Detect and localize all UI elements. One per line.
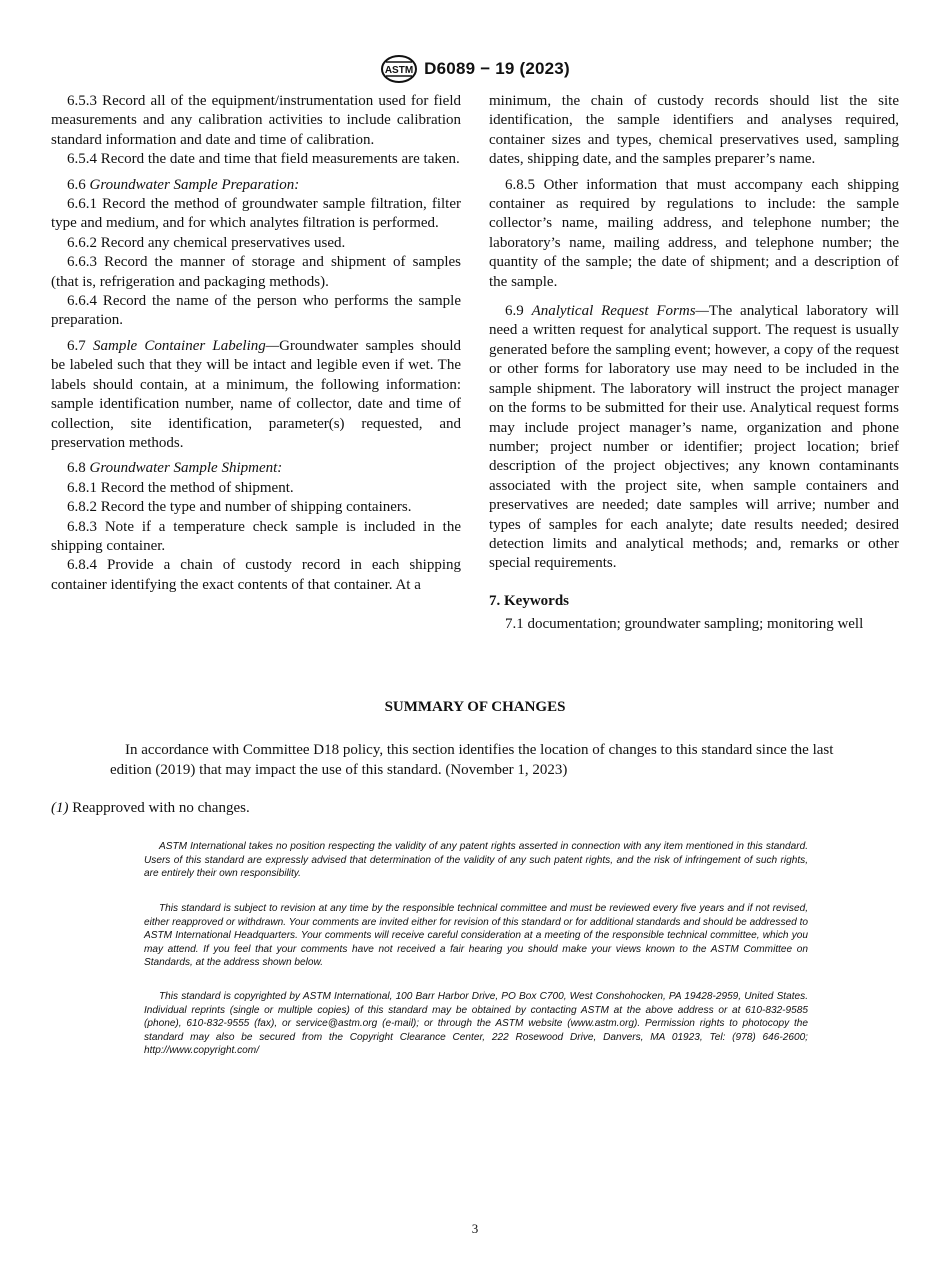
section-6-8-1: 6.8.1 Record the method of shipment. (67, 479, 294, 496)
keywords-heading: 7. Keywords (489, 592, 569, 609)
section-6-8-4-continued: minimum, the chain of custody records should list the site identification, the sample identifiers and analyses required, container sizes and types, chemical preservatives used, sampling dates, shipping date, and the samples preparer’s name. (489, 93, 899, 168)
section-6-6: 6.6 Groundwater Sample Preparation: (67, 176, 300, 193)
section-6-8-2: 6.8.2 Record the type and number of shipping containers. (67, 499, 412, 516)
change-item: (1) Reapproved with no changes. (51, 800, 250, 816)
revision-notice: This standard is subject to revision at any time by the responsible technical committee and must be reviewed every five years and if not revised, either reapproved or withdrawn. Your comments are invited either for revision of this standard or for additional standards and should be addressed to ASTM International Headquarters. Your comments will receive careful consideration at a meeting of the responsible technical committee, which you may attend. If you feel that your comments have not received a fair hearing you should make your views known to the ASTM Committee on Standards, at the address shown below. (144, 903, 808, 969)
section-6-6-3: 6.6.3 Record the manner of storage and shipment of samples (that is, refrigeration and packaging methods). (51, 254, 462, 290)
summary-of-changes-title: SUMMARY OF CHANGES (384, 699, 566, 715)
section-6-9: 6.9 Analytical Request Forms—The analytical laboratory will need a written request for analytical support. The request is usually generated before the sampling event; however, a copy of the request or other forms for laboratory use may need to be included in the sample shipment. The laboratory will instruct the project manager on the forms to be submitted for their use. Analytical request forms may include project manager’s name, organization and phone number; project number or identifier; project location; brief description of the project objectives; any known contaminants associated with the project site, when sample containers and preservatives are needed; date samples will arrive; number and types of samples for each analyte; date results needed; desired detection limits and analytical methods; and, remarks or other special requirements. (489, 303, 900, 572)
copyright-notice: This standard is copyrighted by ASTM International, 100 Barr Harbor Drive, PO Box C700, West Conshohocken, PA 19428-2959, United States. Individual reprints (single or multiple copies) of this standard may be obtained by contacting ASTM at the above address or at 610-832-9585 (phone), 610-832-9555 (fax), or service@astm.org (e-mail); or through the ASTM website (www.astm.org). Permission rights to photocopy the standard may also be secured from the Copyright Clearance Center, 222 Rosewood Drive, Danvers, MA 01923, Tel: (978) 646-2600; http://www.copyright.com/ (144, 991, 808, 1057)
section-6-8: 6.8 Groundwater Sample Shipment: (67, 460, 283, 477)
section-6-7: 6.7 Sample Container Labeling—Groundwater samples should be labeled such that they will be intact and legible even if wet. The labels should contain, at a minimum, the following information: sample identification number, name of collector, date and time of collection, site identification, parameter(s) requested, and preservation methods. (51, 337, 462, 451)
patent-notice: ASTM International takes no position respecting the validity of any patent rights asserted in connection with any item mentioned in this standard. Users of this standard are expressly advised that determination of the validity of any such patent rights, and the risk of infringement of such rights, are entirely their own responsibility. (144, 841, 808, 880)
section-6-8-3: 6.8.3 Note if a temperature check sample is included in the shipping container. (51, 518, 461, 554)
summary-of-changes-text: In accordance with Committee D18 policy, this section identifies the location of changes to this standard since the last edition (2019) that may impact the use of this standard. (November 1, 2023) (110, 742, 834, 778)
svg-text:ASTM: ASTM (385, 65, 414, 76)
section-6-5-3: 6.5.3 Record all of the equipment/instrumentation used for field measurements and any calibration activities to include calibration standard information and date and time of calibration. (51, 93, 461, 148)
section-6-8-4: 6.8.4 Provide a chain of custody record in each shipping container identifying the exact contents of that container. At a (51, 557, 461, 593)
section-6-6-2: 6.6.2 Record any chemical preservatives used. (67, 234, 346, 251)
section-6-8-5: 6.8.5 Other information that must accompany each shipping container as required by regulations to include: the sample collector’s name, mailing address, and telephone number; the laboratory’s name, mailing address, and telephone number; the quantity of the sample; the date of shipment; and a description of the sample. (489, 176, 899, 290)
section-6-6-4: 6.6.4 Record the name of the person who performs the sample preparation. (51, 293, 461, 329)
page-header (0, 52, 950, 86)
standard-designation: D6089 − 19 (2023) (424, 59, 570, 78)
section-7-1: 7.1 documentation; groundwater sampling; monitoring well (505, 616, 864, 633)
astm-logo-icon (380, 54, 418, 84)
section-6-5-4: 6.5.4 Record the date and time that field measurements are taken. (67, 151, 460, 168)
section-6-6-1: 6.6.1 Record the method of groundwater sample filtration, filter type and medium, and for which analytes filtration is performed. (51, 196, 462, 232)
left-column (51, 92, 461, 595)
right-column (489, 92, 899, 635)
page-number: 3 (471, 1221, 479, 1236)
